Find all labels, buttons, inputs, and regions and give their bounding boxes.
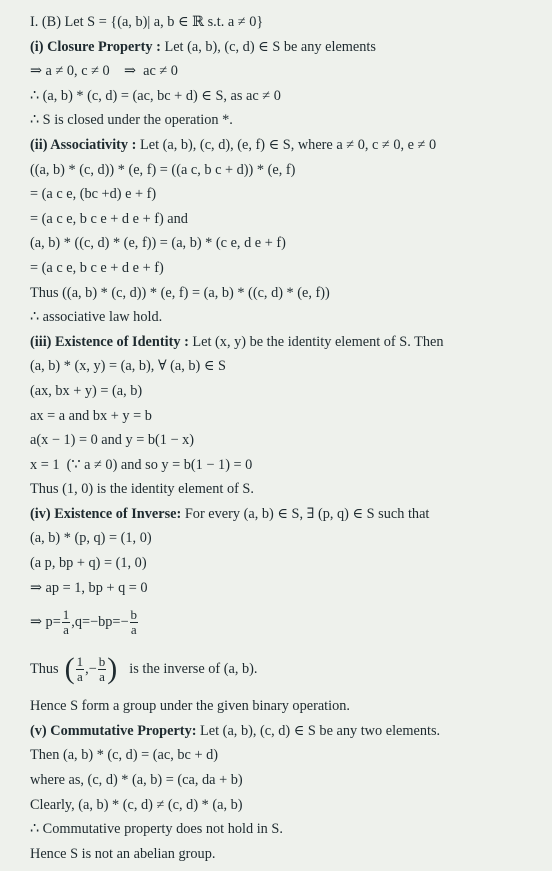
fraction-denominator: a (130, 621, 137, 637)
line-assoc-step3 (30, 207, 538, 232)
fraction-denominator: a (76, 668, 83, 684)
fraction-q (130, 608, 139, 637)
fraction-denominator: a (63, 621, 69, 637)
line-text: ⇒ ap = 1, bp + q = 0 (30, 579, 148, 596)
fraction-1-over-a (76, 655, 85, 684)
line-text: For every (a, b) ∈ S, ∃ (p, q) ∈ S such that (181, 505, 430, 522)
line-commutative-heading (30, 719, 538, 744)
line-text: = (a c e, b c e + d e + f) and (30, 210, 188, 227)
line-text: ∴ S is closed under the operation *. (30, 112, 233, 129)
section-heading-inverse: (iv) Existence of Inverse: (30, 505, 182, 522)
line-text: ((a, b) * (c, d)) * (e, f) = ((a c, b c + d)) * (e, f) (30, 161, 296, 178)
line-assoc-step4 (30, 231, 538, 256)
line-identity-conclusion (30, 477, 538, 502)
line-text: Hence S form a group under the given binary operation. (30, 698, 350, 715)
line-text: a(x − 1) = 0 and y = b(1 − x) (30, 432, 195, 449)
line-text: (a, b) * (p, q) = (1, 0) (30, 530, 152, 547)
line-text: (ax, bx + y) = (a, b) (30, 382, 143, 399)
line-assoc-conclusion (30, 305, 538, 330)
thus-suffix: is the inverse of (a, b). (129, 660, 258, 677)
line-text: = (a c e, (bc +d) e + f) (30, 186, 157, 203)
fraction-denominator: a (99, 668, 105, 684)
line-inverse-result (30, 644, 538, 694)
line-inverse-step1 (30, 526, 538, 551)
line-text: Thus ((a, b) * (c, d)) * (e, f) = (a, b) * ((c, d) * (e, f)) (30, 284, 330, 301)
close-paren: ) (107, 652, 118, 686)
line-group-conclusion (30, 694, 538, 719)
formula-middle: ,q=−bp=− (71, 613, 129, 630)
line-text: Let (a, b), (c, d), (e, f) ∈ S, where a ≠ 0, c ≠ 0, e ≠ 0 (136, 136, 437, 153)
thus-label: Thus (30, 660, 59, 677)
line-inverse-heading (30, 502, 538, 527)
fraction-p (62, 608, 71, 637)
section-heading-identity: (iii) Existence of Identity : (30, 333, 189, 350)
line-commutative-step2 (30, 768, 538, 793)
line-inverse-formula (30, 600, 538, 644)
line-text: (a, b) * ((c, d) * (e, f)) = (a, b) * (c e, d e + f) (30, 235, 286, 252)
line-abelian-conclusion (30, 842, 538, 867)
formula-prefix: ⇒ p= (30, 613, 61, 630)
fraction-numerator: b (98, 653, 106, 669)
line-text: ax = a and bx + y = b (30, 407, 152, 424)
line-set-definition (30, 10, 538, 35)
line-text: Let (x, y) be the identity element of S. Then (188, 333, 444, 350)
line-closure-step2 (30, 84, 538, 109)
line-text: (a, b) * (x, y) = (a, b), ∀ (a, b) ∈ S (30, 358, 227, 375)
fraction-b-over-a (98, 655, 107, 684)
fraction-numerator: 1 (62, 606, 70, 622)
open-paren: ( (64, 652, 75, 686)
line-text: where as, (c, d) * (a, b) = (ca, da + b) (30, 772, 243, 789)
line-closure-heading (30, 35, 538, 60)
line-identity-heading (30, 330, 538, 355)
line-text: ∴ Commutative property does not hold in S. (30, 821, 283, 838)
section-heading-associativity: (ii) Associativity : (30, 136, 137, 153)
line-associativity-heading (30, 133, 538, 158)
line-text: Let (a, b), (c, d) ∈ S be any elements (160, 38, 376, 55)
fraction-numerator: b (130, 606, 138, 622)
line-text: Let (a, b), (c, d) ∈ S be any two elements. (196, 722, 441, 739)
line-text: Then (a, b) * (c, d) = (ac, bc + d) (30, 747, 219, 764)
line-text: ∴ (a, b) * (c, d) = (ac, bc + d) ∈ S, as ac ≠ 0 (30, 87, 281, 104)
line-inverse-step2 (30, 551, 538, 576)
line-commutative-step1 (30, 743, 538, 768)
line-identity-step5 (30, 453, 538, 478)
line-commutative-step3 (30, 793, 538, 818)
comma-minus: ,− (85, 660, 97, 677)
line-identity-step4 (30, 428, 538, 453)
line-text: Thus (1, 0) is the identity element of S. (30, 481, 254, 498)
line-commutative-conclusion (30, 817, 538, 842)
line-inverse-step3 (30, 576, 538, 601)
line-text: ∴ associative law hold. (30, 309, 163, 326)
line-assoc-step6 (30, 281, 538, 306)
line-text: Hence S is not an abelian group. (30, 845, 216, 862)
line-identity-step3 (30, 404, 538, 429)
line-assoc-step2 (30, 182, 538, 207)
section-heading-closure: (i) Closure Property : (30, 38, 161, 55)
fraction-numerator: 1 (76, 653, 84, 669)
line-closure-conclusion (30, 108, 538, 133)
line-closure-step1 (30, 59, 538, 84)
line-text: x = 1 (∵ a ≠ 0) and so y = b(1 − 1) = 0 (30, 456, 253, 473)
line-text: Clearly, (a, b) * (c, d) ≠ (c, d) * (a, b) (30, 796, 243, 813)
line-identity-step1 (30, 354, 538, 379)
line-text: (a p, bp + q) = (1, 0) (30, 555, 147, 572)
line-text: = (a c e, b c e + d e + f) (30, 259, 164, 276)
line-identity-step2 (30, 379, 538, 404)
line-text: ⇒ a ≠ 0, c ≠ 0 ⇒ ac ≠ 0 (30, 63, 178, 80)
line-text: I. (B) Let S = {(a, b)| a, b ∈ ℝ s.t. a ≠ 0} (30, 14, 264, 30)
line-assoc-step5 (30, 256, 538, 281)
section-heading-commutative: (v) Commutative Property: (30, 722, 197, 739)
line-assoc-step1 (30, 158, 538, 183)
